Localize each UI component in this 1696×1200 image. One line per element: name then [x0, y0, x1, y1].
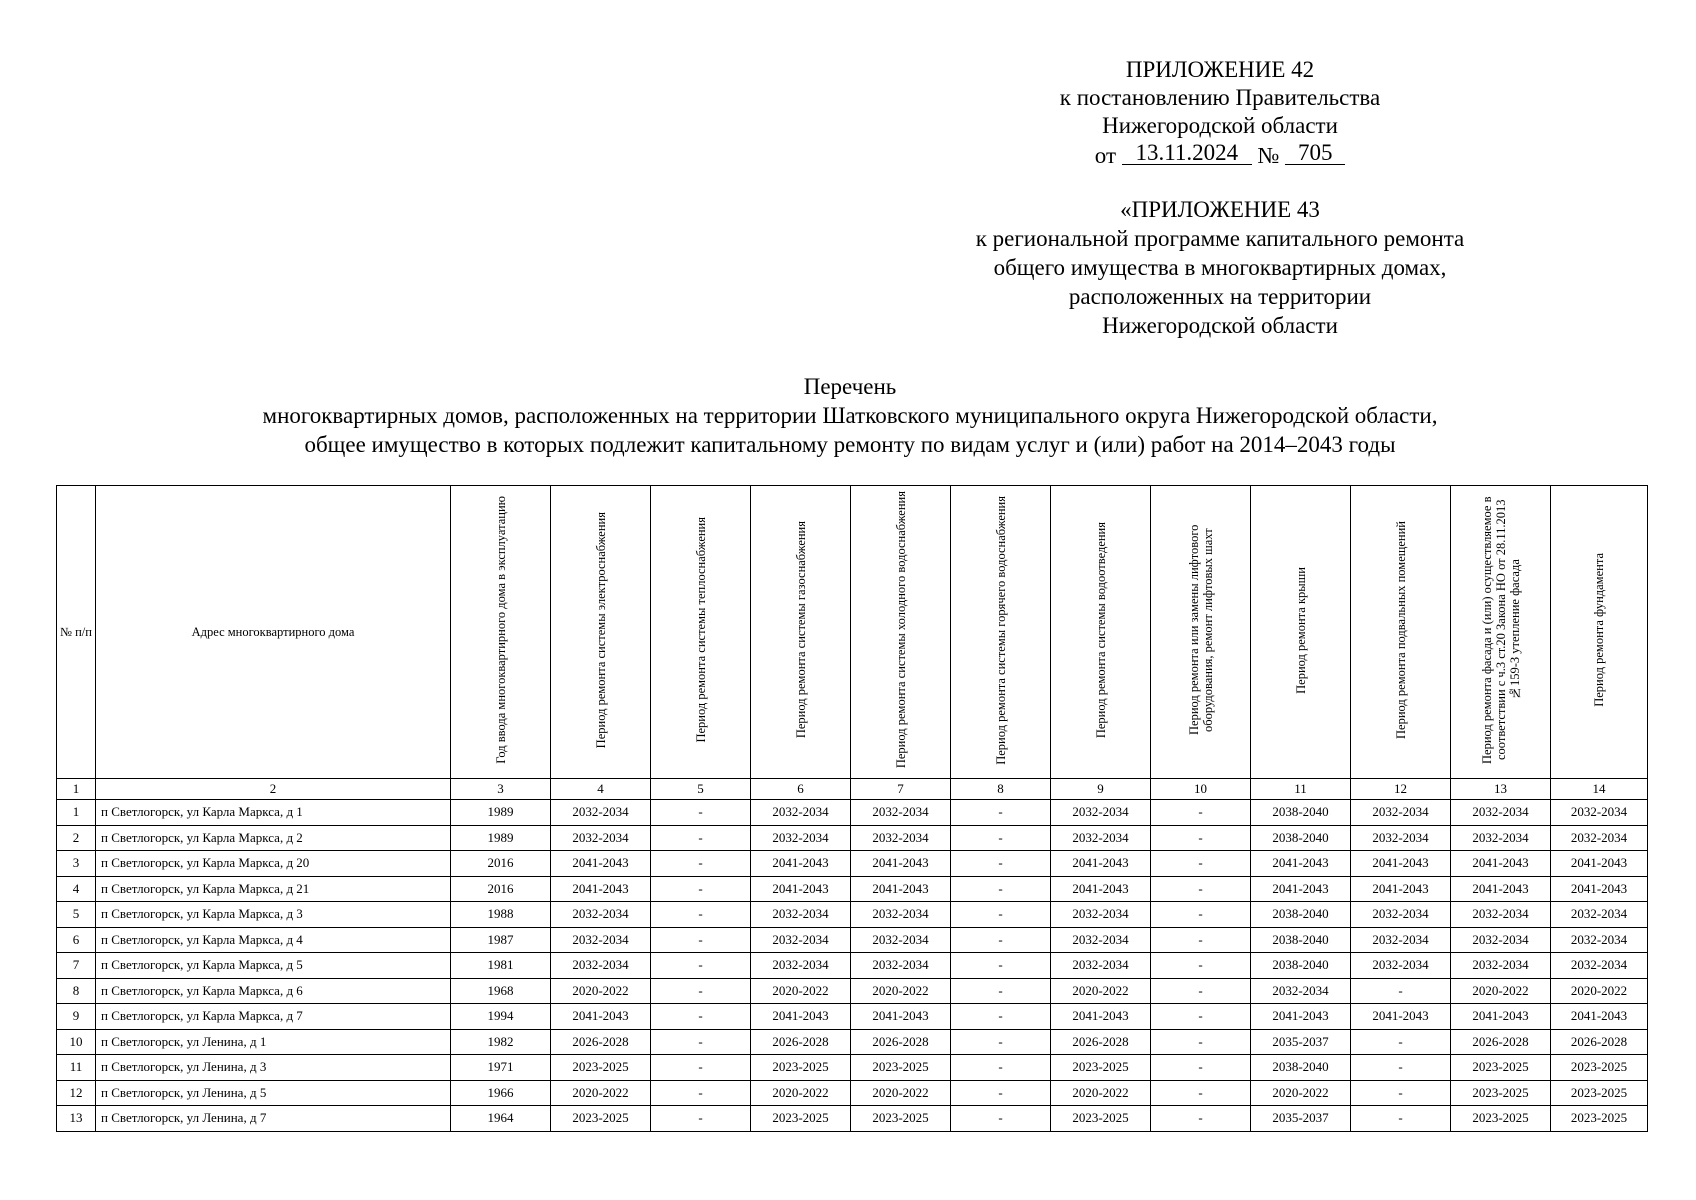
header-cell — [451, 486, 551, 779]
column-number: 3 — [451, 779, 551, 800]
table-cell: 2041-2043 — [1351, 876, 1451, 902]
table-cell: 2020-2022 — [1051, 1080, 1151, 1106]
table-cell: - — [651, 902, 751, 928]
table-row — [57, 825, 1648, 851]
table-cell: 5 — [57, 902, 96, 928]
table-cell: 3 — [57, 851, 96, 877]
header-label: Период ремонта системы газоснабжения — [793, 521, 808, 739]
table-cell: 2023-2025 — [1451, 1106, 1551, 1132]
table-cell: - — [1351, 1055, 1451, 1081]
table-cell: 2041-2043 — [1251, 876, 1351, 902]
header-cell — [851, 486, 951, 779]
table-cell: - — [651, 927, 751, 953]
table-cell: 2026-2028 — [1051, 1029, 1151, 1055]
list-title — [80, 372, 1620, 459]
table-cell: 2032-2034 — [1351, 800, 1451, 826]
column-number: 8 — [951, 779, 1051, 800]
table-cell: 2023-2025 — [551, 1106, 651, 1132]
table-cell: 2023-2025 — [751, 1106, 851, 1132]
table-cell: 10 — [57, 1029, 96, 1055]
table-cell: 2020-2022 — [1551, 978, 1648, 1004]
table-cell: - — [951, 978, 1051, 1004]
table-cell: - — [1351, 1080, 1451, 1106]
table-cell: 1988 — [451, 902, 551, 928]
program-annex-title: «ПРИЛОЖЕНИЕ 43 — [1120, 197, 1320, 222]
address-cell: п Светлогорск, ул Ленина, д 1 — [96, 1029, 451, 1055]
address-cell: п Светлогорск, ул Карла Маркса, д 7 — [96, 1004, 451, 1030]
table-cell: 2041-2043 — [751, 851, 851, 877]
header-cell — [1551, 486, 1648, 779]
column-number: 11 — [1251, 779, 1351, 800]
table-cell: 2032-2034 — [1551, 825, 1648, 851]
date-prefix: от — [1094, 143, 1117, 168]
table-cell: 2038-2040 — [1251, 825, 1351, 851]
list-title-line-2: многоквартирных домов, расположенных на территории Шатковского муниципального округа Нижегородской области, — [262, 403, 1438, 428]
table-cell: 2041-2043 — [551, 1004, 651, 1030]
table-cell: 1966 — [451, 1080, 551, 1106]
header-label: Период ремонта фундамента — [1592, 553, 1606, 707]
address-cell: п Светлогорск, ул Карла Маркса, д 2 — [96, 825, 451, 851]
table-cell: 2032-2034 — [1051, 953, 1151, 979]
table-cell: 2020-2022 — [551, 978, 651, 1004]
table-cell: 9 — [57, 1004, 96, 1030]
table-cell: - — [951, 902, 1051, 928]
column-number: 6 — [751, 779, 851, 800]
table-cell: - — [651, 800, 751, 826]
table-cell: 2032-2034 — [1351, 825, 1451, 851]
annex-line-1: к постановлению Правительства — [1059, 85, 1381, 110]
table-cell: 2032-2034 — [751, 902, 851, 928]
table-row — [57, 1080, 1648, 1106]
table-cell: 2023-2025 — [1051, 1106, 1151, 1132]
header-cell — [1451, 486, 1551, 779]
table-cell: 2026-2028 — [1551, 1029, 1648, 1055]
table-cell: - — [1151, 851, 1251, 877]
table-cell: 2038-2040 — [1251, 1055, 1351, 1081]
table-cell: - — [951, 876, 1051, 902]
table-cell: 2020-2022 — [1051, 978, 1151, 1004]
address-cell: п Светлогорск, ул Карла Маркса, д 5 — [96, 953, 451, 979]
address-cell: п Светлогорск, ул Ленина, д 3 — [96, 1055, 451, 1081]
table-cell: - — [651, 1004, 751, 1030]
table-cell: 2023-2025 — [551, 1055, 651, 1081]
table-cell: 2032-2034 — [551, 927, 651, 953]
table-cell: 2032-2034 — [1551, 953, 1648, 979]
resolution-number: 705 — [1285, 142, 1345, 165]
header-label: Год ввода многоквартирного дома в эксплуатацию — [493, 496, 508, 764]
table-cell: - — [651, 1055, 751, 1081]
table-cell: - — [1151, 876, 1251, 902]
table-cell: 2016 — [451, 851, 551, 877]
table-cell: 2032-2034 — [1051, 927, 1151, 953]
program-annex-line-4: Нижегородской области — [1102, 313, 1338, 338]
table-cell: 1987 — [451, 927, 551, 953]
table-cell: 2032-2034 — [1251, 978, 1351, 1004]
table-row — [57, 1004, 1648, 1030]
table-cell: - — [1151, 1004, 1251, 1030]
table-cell: - — [1151, 1029, 1251, 1055]
table-cell: 2035-2037 — [1251, 1029, 1351, 1055]
header-label: Период ремонта системы электроснабжения — [593, 511, 608, 749]
address-cell: п Светлогорск, ул Карла Маркса, д 4 — [96, 927, 451, 953]
column-number: 10 — [1151, 779, 1251, 800]
table-row — [57, 876, 1648, 902]
column-number: 1 — [57, 779, 96, 800]
column-number-row — [57, 779, 1648, 800]
table-cell: 2016 — [451, 876, 551, 902]
table-cell: 2020-2022 — [551, 1080, 651, 1106]
table-cell: 2041-2043 — [751, 876, 851, 902]
table-cell: 2041-2043 — [1051, 876, 1151, 902]
table-row — [57, 800, 1648, 826]
table-cell: 2041-2043 — [1451, 876, 1551, 902]
table-cell: 2041-2043 — [851, 851, 951, 877]
table-cell: - — [1151, 1106, 1251, 1132]
table-cell: - — [651, 851, 751, 877]
table-cell: 2041-2043 — [751, 1004, 851, 1030]
table-cell: 2041-2043 — [1351, 851, 1451, 877]
column-number: 2 — [96, 779, 451, 800]
table-cell: 2041-2043 — [1551, 876, 1648, 902]
table-cell: 2023-2025 — [1551, 1080, 1648, 1106]
table-cell: 1994 — [451, 1004, 551, 1030]
header-cell — [951, 486, 1051, 779]
table-cell: 2 — [57, 825, 96, 851]
table-cell: 2020-2022 — [1251, 1080, 1351, 1106]
table-cell: 2032-2034 — [1351, 902, 1451, 928]
table-cell: - — [1151, 825, 1251, 851]
table-body — [57, 800, 1648, 1132]
header-cell — [1051, 486, 1151, 779]
address-cell: п Светлогорск, ул Ленина, д 5 — [96, 1080, 451, 1106]
table-row — [57, 953, 1648, 979]
table-cell: 2020-2022 — [851, 1080, 951, 1106]
table-cell: - — [1151, 1080, 1251, 1106]
table-cell: 2032-2034 — [551, 902, 651, 928]
table-cell: 2023-2025 — [851, 1055, 951, 1081]
header-label: Период ремонта системы холодного водоснабжения — [893, 491, 908, 769]
table-cell: - — [1151, 953, 1251, 979]
table-cell: - — [651, 825, 751, 851]
table-cell: - — [1351, 1106, 1451, 1132]
table-cell: 2038-2040 — [1251, 902, 1351, 928]
program-annex-line-3: расположенных на территории — [1068, 284, 1372, 309]
table-cell: - — [951, 825, 1051, 851]
table-cell: - — [951, 1029, 1051, 1055]
table-cell: 2023-2025 — [1551, 1106, 1648, 1132]
table-cell: - — [951, 851, 1051, 877]
table-row — [57, 1029, 1648, 1055]
header-cell — [551, 486, 651, 779]
table-cell: 2032-2034 — [1551, 902, 1648, 928]
table-cell: - — [1351, 978, 1451, 1004]
table-cell: 2032-2034 — [851, 953, 951, 979]
table-cell: 2020-2022 — [1451, 978, 1551, 1004]
table-cell: 2032-2034 — [1451, 953, 1551, 979]
column-number: 13 — [1451, 779, 1551, 800]
table-cell: - — [651, 1080, 751, 1106]
table-cell: 2035-2037 — [1251, 1106, 1351, 1132]
table-cell: 11 — [57, 1055, 96, 1081]
table-row — [57, 1055, 1648, 1081]
table-cell: - — [651, 953, 751, 979]
table-row — [57, 1106, 1648, 1132]
table-cell: 2032-2034 — [1451, 800, 1551, 826]
header-cell — [57, 486, 96, 779]
table-cell: 2041-2043 — [1051, 1004, 1151, 1030]
table-header — [57, 486, 1648, 800]
table-cell: 2032-2034 — [1551, 927, 1648, 953]
table-cell: - — [1151, 800, 1251, 826]
resolution-annex-header — [900, 56, 1540, 170]
table-cell: 7 — [57, 953, 96, 979]
table-cell: 2023-2025 — [751, 1055, 851, 1081]
header-label: Период ремонта или замены лифтового оборудования, ремонт лифтовых шахт — [1186, 524, 1215, 736]
table-cell: - — [951, 800, 1051, 826]
table-cell: 2041-2043 — [1251, 1004, 1351, 1030]
date-number-line — [900, 142, 1540, 170]
table-cell: - — [1151, 1055, 1251, 1081]
table-cell: 2041-2043 — [1551, 851, 1648, 877]
header-cell — [1151, 486, 1251, 779]
table-cell: 1968 — [451, 978, 551, 1004]
table-cell: 2041-2043 — [1451, 851, 1551, 877]
address-cell: п Светлогорск, ул Ленина, д 7 — [96, 1106, 451, 1132]
program-annex-line-1: к региональной программе капитального ремонта — [975, 226, 1465, 251]
header-label: № п/п — [60, 625, 92, 639]
column-number: 12 — [1351, 779, 1451, 800]
table-cell: 2026-2028 — [1451, 1029, 1551, 1055]
column-number: 9 — [1051, 779, 1151, 800]
table-cell: 2032-2034 — [1051, 902, 1151, 928]
table-cell: 2032-2034 — [751, 953, 851, 979]
table-cell: - — [651, 1106, 751, 1132]
table-cell: 2032-2034 — [851, 825, 951, 851]
table-cell: - — [1151, 978, 1251, 1004]
table-row — [57, 927, 1648, 953]
table-cell: 2032-2034 — [1451, 902, 1551, 928]
table-cell: 2032-2034 — [1451, 825, 1551, 851]
table-cell: - — [951, 927, 1051, 953]
table-cell: 2032-2034 — [551, 825, 651, 851]
table-cell: 2032-2034 — [1551, 800, 1648, 826]
list-title-line-1: Перечень — [803, 374, 897, 399]
header-cell — [96, 486, 451, 779]
program-annex-header — [860, 195, 1580, 340]
address-cell: п Светлогорск, ул Карла Маркса, д 6 — [96, 978, 451, 1004]
table-cell: 2023-2025 — [1551, 1055, 1648, 1081]
table-cell: 2032-2034 — [751, 825, 851, 851]
header-label: Период ремонта крыши — [1293, 566, 1308, 694]
table-cell: 2041-2043 — [1451, 1004, 1551, 1030]
table-cell: 2032-2034 — [751, 800, 851, 826]
table-cell: 12 — [57, 1080, 96, 1106]
table-cell: 2032-2034 — [1351, 927, 1451, 953]
column-number: 4 — [551, 779, 651, 800]
table-cell: 2032-2034 — [851, 927, 951, 953]
table-row — [57, 978, 1648, 1004]
table-cell: - — [951, 953, 1051, 979]
table-cell: 2023-2025 — [851, 1106, 951, 1132]
table-cell: 2041-2043 — [851, 876, 951, 902]
table-cell: 8 — [57, 978, 96, 1004]
repair-schedule-table — [56, 485, 1648, 1132]
table-cell: 2032-2034 — [1051, 825, 1151, 851]
program-annex-line-2: общего имущества в многоквартирных домах, — [993, 255, 1447, 280]
header-cell — [1251, 486, 1351, 779]
annex-title: ПРИЛОЖЕНИЕ 42 — [1125, 57, 1315, 82]
table-cell: 2032-2034 — [1351, 953, 1451, 979]
table-cell: 2032-2034 — [551, 800, 651, 826]
resolution-date: 13.11.2024 — [1122, 142, 1252, 165]
table-cell: 2032-2034 — [551, 953, 651, 979]
table-cell: - — [951, 1080, 1051, 1106]
table-cell: 2026-2028 — [551, 1029, 651, 1055]
table-cell: 1981 — [451, 953, 551, 979]
address-cell: п Светлогорск, ул Карла Маркса, д 21 — [96, 876, 451, 902]
address-cell: п Светлогорск, ул Карла Маркса, д 3 — [96, 902, 451, 928]
table-cell: 2038-2040 — [1251, 953, 1351, 979]
table-cell: 2023-2025 — [1451, 1080, 1551, 1106]
table-cell: 2041-2043 — [551, 851, 651, 877]
table-cell: 2038-2040 — [1251, 800, 1351, 826]
table-cell: 1982 — [451, 1029, 551, 1055]
table-cell: 2041-2043 — [1351, 1004, 1451, 1030]
header-cell — [651, 486, 751, 779]
table-cell: 2032-2034 — [851, 902, 951, 928]
table-cell: 1 — [57, 800, 96, 826]
table-cell: - — [651, 1029, 751, 1055]
header-row — [57, 486, 1648, 779]
table-cell: 1964 — [451, 1106, 551, 1132]
table-cell: - — [651, 978, 751, 1004]
header-label: Адрес многоквартирного дома — [191, 625, 355, 639]
header-cell — [1351, 486, 1451, 779]
table-cell: 2041-2043 — [1051, 851, 1151, 877]
header-label: Период ремонта системы горячего водоснабжения — [993, 495, 1008, 765]
table-cell: 1971 — [451, 1055, 551, 1081]
table-cell: - — [1151, 927, 1251, 953]
table-cell: 2026-2028 — [751, 1029, 851, 1055]
table-cell: 1989 — [451, 825, 551, 851]
table-cell: 2032-2034 — [1451, 927, 1551, 953]
table-cell: 2023-2025 — [1451, 1055, 1551, 1081]
table-cell: 1989 — [451, 800, 551, 826]
table-cell: 2041-2043 — [851, 1004, 951, 1030]
table-cell: 4 — [57, 876, 96, 902]
number-sign: № — [1257, 143, 1280, 168]
table-cell: - — [951, 1106, 1051, 1132]
list-title-line-3: общее имущество в которых подлежит капитальному ремонту по видам услуг и (или) работ на 2014–2043 годы — [304, 432, 1396, 457]
table-cell: - — [1351, 1029, 1451, 1055]
header-label: Период ремонта подвальных помещений — [1393, 521, 1408, 739]
table-cell: 2041-2043 — [1551, 1004, 1648, 1030]
column-number: 14 — [1551, 779, 1648, 800]
table-cell: 2020-2022 — [851, 978, 951, 1004]
table-cell: 13 — [57, 1106, 96, 1132]
table-cell: 2026-2028 — [851, 1029, 951, 1055]
table-cell: - — [951, 1004, 1051, 1030]
table-row — [57, 851, 1648, 877]
table-cell: 6 — [57, 927, 96, 953]
table-cell: - — [651, 876, 751, 902]
table-cell: 2041-2043 — [1251, 851, 1351, 877]
header-cell — [751, 486, 851, 779]
table-cell: 2032-2034 — [851, 800, 951, 826]
table-cell: 2020-2022 — [751, 1080, 851, 1106]
column-number: 7 — [851, 779, 951, 800]
table-cell: 2038-2040 — [1251, 927, 1351, 953]
header-label: Период ремонта системы теплоснабжения — [693, 517, 708, 743]
table-cell: 2041-2043 — [551, 876, 651, 902]
header-label: Период ремонта системы водоотведения — [1093, 521, 1108, 739]
table-row — [57, 902, 1648, 928]
header-label: Период ремонта фасада и (или) осуществляемое в соответствии с ч.3 ст.20 Закона НО от 28.11.2013 №159-З утепление фасада — [1479, 496, 1522, 764]
table-cell: 2032-2034 — [751, 927, 851, 953]
table-cell: 2032-2034 — [1051, 800, 1151, 826]
table-cell: 2023-2025 — [1051, 1055, 1151, 1081]
annex-line-2: Нижегородской области — [1102, 113, 1338, 138]
table-cell: 2020-2022 — [751, 978, 851, 1004]
table-cell: - — [1151, 902, 1251, 928]
address-cell: п Светлогорск, ул Карла Маркса, д 20 — [96, 851, 451, 877]
column-number: 5 — [651, 779, 751, 800]
table-cell: - — [951, 1055, 1051, 1081]
address-cell: п Светлогорск, ул Карла Маркса, д 1 — [96, 800, 451, 826]
